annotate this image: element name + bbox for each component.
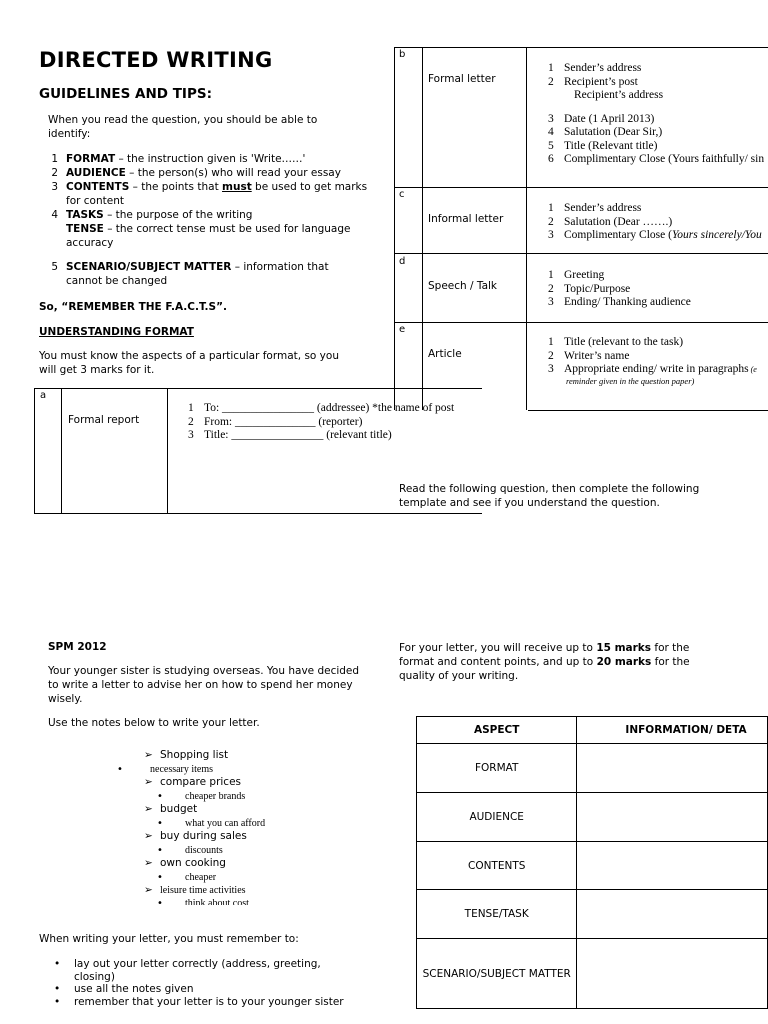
- bullet-icon: •: [157, 790, 163, 802]
- list-item: 2 From: ______________ (reporter): [188, 415, 363, 428]
- list-item: 2 Writer’s name: [548, 349, 630, 362]
- note-item: • what you can afford: [157, 817, 266, 829]
- aspect-table: [416, 716, 768, 1009]
- list-item: 3 Date (1 April 2013): [548, 112, 655, 125]
- facts-list: [40, 152, 370, 288]
- note-item: ➢ own cooking: [144, 857, 226, 869]
- note-item: • cheaper: [157, 871, 217, 883]
- bullet-icon: •: [157, 897, 163, 905]
- note-item: • discounts: [157, 844, 223, 856]
- list-item: 1 Greeting: [548, 269, 605, 281]
- list-item: • use all the notes given: [48, 983, 348, 996]
- arrow-icon: ➢: [144, 857, 153, 869]
- fact-item: 1 FORMAT – the instruction given is 'Write……': [51, 153, 306, 165]
- note-item: • think about cost: [117, 898, 337, 905]
- remember-list: [48, 958, 348, 1008]
- note-item: ➢ budget: [144, 803, 198, 815]
- note-item: ➢ Shopping list: [144, 749, 229, 761]
- fact-item: TENSE – the correct tense must be used for language accuracy: [66, 223, 351, 249]
- arrow-icon: ➢: [144, 803, 153, 815]
- format-name-informal-letter: Informal letter: [428, 213, 504, 225]
- note-item: ➢ compare prices: [144, 776, 242, 788]
- fact-item: 4 TASKS – the purpose of the writing: [51, 209, 253, 221]
- format-name-speech: Speech / Talk: [428, 280, 497, 292]
- read-question-text: Read the following question, then complete the following template and see if you understand the question.: [399, 483, 700, 509]
- format-name-formal-report: Formal report: [68, 414, 140, 426]
- arrow-icon: ➢: [144, 884, 153, 896]
- list-item: 6 Complimentary Close (Yours faithfully/ sin: [548, 153, 765, 165]
- note-item: • cheaper brands: [157, 790, 246, 802]
- intro-text: When you read the question, you should be able to identify:: [48, 114, 318, 140]
- list-item: 4 Salutation (Dear Sir,): [548, 126, 663, 138]
- bullet-icon: •: [54, 995, 61, 1008]
- row-letter-c: c: [399, 189, 405, 200]
- aspect-cell: SCENARIO/SUBJECT MATTER: [417, 939, 577, 1009]
- bullet-icon: •: [157, 871, 163, 883]
- article-items: [548, 336, 768, 377]
- aspect-cell: FORMAT: [417, 744, 577, 793]
- row-letter-e: e: [399, 324, 406, 335]
- list-item: 2 Salutation (Dear …….): [548, 215, 673, 228]
- list-item: 3 Complimentary Close (Yours sincerely/You: [548, 229, 762, 241]
- aspect-cell: AUDIENCE: [417, 793, 577, 842]
- formal-letter-items: [548, 62, 768, 167]
- format-name-article: Article: [428, 348, 462, 360]
- note-item: ➢ buy during sales: [144, 830, 247, 842]
- use-notes-text: Use the notes below to write your letter.: [48, 717, 260, 729]
- list-item: 3 Ending/ Thanking audience: [548, 296, 691, 308]
- spm-heading: SPM 2012: [48, 641, 107, 653]
- list-item: 5 Title (Relevant title): [548, 139, 658, 152]
- note-item: • necessary items: [117, 763, 214, 775]
- arrow-icon: ➢: [144, 830, 153, 842]
- aspect-cell: CONTENTS: [417, 842, 577, 890]
- note-item: ➢ leisure time activities: [144, 884, 246, 896]
- list-item: 1 Sender’s address: [548, 62, 642, 74]
- list-item: 1 Sender’s address: [548, 202, 642, 214]
- list-item: 1 To: ________________ (addressee) *the name of post: [188, 402, 455, 414]
- arrow-icon: ➢: [144, 776, 153, 788]
- info-cell[interactable]: [577, 890, 768, 939]
- list-item: Recipient’s address: [574, 89, 664, 101]
- speech-items: [548, 269, 768, 310]
- info-cell[interactable]: [577, 744, 768, 793]
- row-letter-a: a: [40, 390, 47, 401]
- bullet-icon: •: [157, 817, 163, 829]
- format-name-formal-letter: Formal letter: [428, 73, 496, 85]
- notes-list: [117, 749, 337, 905]
- row-letter-b: b: [399, 49, 406, 60]
- bullet-icon: •: [157, 844, 163, 856]
- list-item: • remember that your letter is to your younger sister: [48, 996, 348, 1009]
- bullet-icon: •: [54, 958, 61, 970]
- list-item: 2 Topic/Purpose: [548, 282, 631, 295]
- row-letter-d: d: [399, 256, 406, 267]
- arrow-icon: ➢: [144, 749, 153, 761]
- list-item: 2 Recipient’s post: [548, 75, 638, 88]
- list-item: 1 Title (relevant to the task): [548, 336, 684, 348]
- bullet-icon: •: [117, 763, 123, 775]
- list-item: 3 Appropriate ending/ write in paragraphs (e: [548, 363, 757, 375]
- info-cell[interactable]: [577, 842, 768, 890]
- subtitle: GUIDELINES AND TIPS:: [39, 86, 212, 102]
- fact-item: 5 SCENARIO/SUBJECT MATTER – information that cannot be changed: [51, 261, 329, 287]
- list-item: • lay out your letter correctly (address, greeting, closing): [48, 958, 348, 983]
- information-header: INFORMATION/ DETA: [577, 717, 768, 744]
- article-reminder: reminder given in the question paper): [566, 376, 695, 386]
- page-title: DIRECTED WRITING: [39, 48, 273, 72]
- understanding-heading: UNDERSTANDING FORMAT: [39, 326, 194, 338]
- informal-letter-items: [548, 202, 768, 243]
- remember-facts: So, “REMEMBER THE F.A.C.T.S”.: [39, 301, 227, 313]
- aspect-cell: TENSE/TASK: [417, 890, 577, 939]
- marks-text: For your letter, you will receive up to 15 marks for the format and content points, and up to 20 marks for the quality of your writing.: [399, 642, 690, 682]
- when-writing-text: When writing your letter, you must remember to:: [39, 933, 299, 945]
- fact-item: 2 AUDIENCE – the person(s) who will read your essay: [51, 167, 341, 179]
- fact-item: 3 CONTENTS – the points that must be used to get marks for content: [51, 181, 368, 207]
- aspect-header: ASPECT: [417, 717, 577, 744]
- info-cell[interactable]: [577, 939, 768, 1009]
- info-cell[interactable]: [577, 793, 768, 842]
- question-text: Your younger sister is studying overseas. You have decided to write a letter to advise her on how to spend her money wisely.: [48, 665, 360, 705]
- formal-report-items: [188, 402, 454, 443]
- list-item: 3 Title: ________________ (relevant title): [188, 429, 392, 441]
- understanding-text: You must know the aspects of a particular format, so you will get 3 marks for it.: [39, 350, 339, 376]
- bullet-icon: •: [54, 983, 61, 995]
